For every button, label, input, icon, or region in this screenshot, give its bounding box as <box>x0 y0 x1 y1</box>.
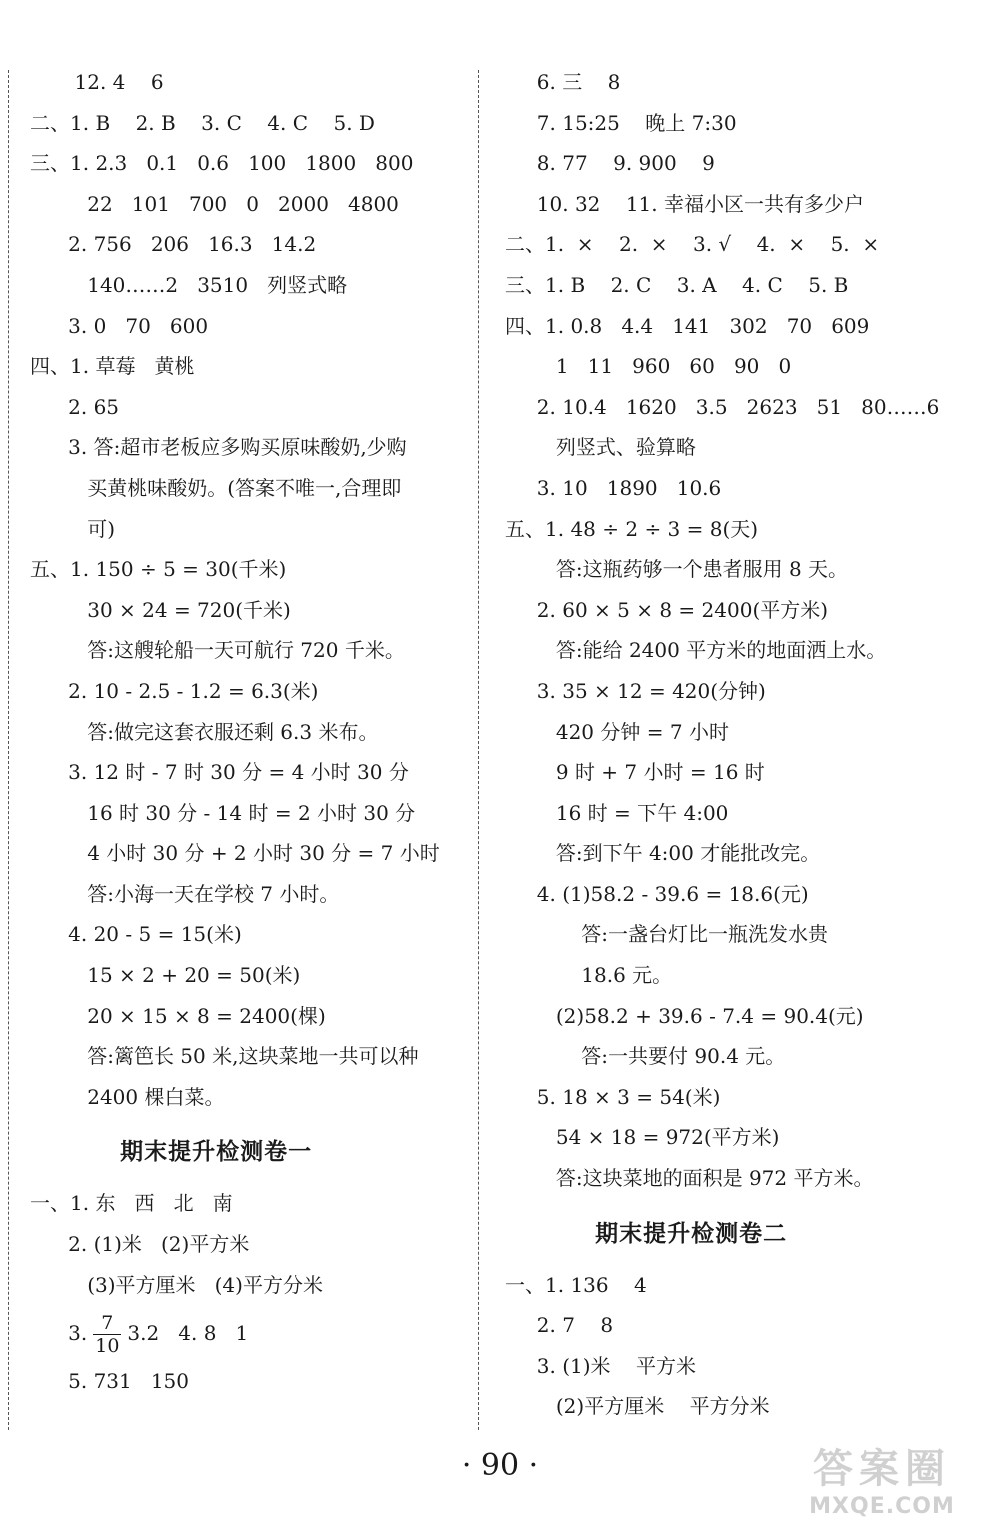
answer-line: 三、1. 2.3 0.1 0.6 100 1800 800 <box>30 151 414 176</box>
answer-line: 五、1. 150 ÷ 5 = 30(千米) <box>30 557 287 582</box>
watermark-logo <box>782 1445 982 1531</box>
page-number: · 90 · <box>461 1448 539 1483</box>
answer-line: 140……2 3510 列竖式略 <box>30 272 348 297</box>
answer-line: 10. 32 11. 幸福小区一共有多少户 <box>505 191 864 216</box>
answer-line: 答:到下午 4:00 才能批改完。 <box>505 841 821 866</box>
answer-line: 2. 60 × 5 × 8 = 2400(平方米) <box>505 597 829 622</box>
answer-line: 16 时 30 分 - 14 时 = 2 小时 30 分 <box>30 800 416 825</box>
watermark-text-bottom: MXQE.COM <box>809 1494 955 1519</box>
answer-line: 16 时 = 下午 4:00 <box>505 800 729 825</box>
answer-line: 2. 7 8 <box>505 1313 614 1338</box>
answer-line-last: 5. 731 150 <box>30 1369 190 1394</box>
answer-line: 6. 三 8 <box>505 70 621 94</box>
answer-line: 22 101 700 0 2000 4800 <box>30 191 399 216</box>
section-title: 期末提升检测卷二 <box>505 1220 788 1247</box>
section-title: 期末提升检测卷一 <box>30 1139 313 1166</box>
answer-line: 答:能给 2400 平方米的地面洒上水。 <box>505 638 887 663</box>
left-margin-divider <box>8 70 9 1430</box>
answer-line: 3. (1)米 平方米 <box>505 1353 696 1378</box>
right-column-lines <box>505 62 955 1427</box>
answer-line: 1 11 960 60 90 0 <box>505 354 792 379</box>
answer-line: 2. (1)米 (2)平方米 <box>30 1232 250 1257</box>
answer-line: 二、1. B 2. B 3. C 4. C 5. D <box>30 110 375 135</box>
watermark-text-top: 答案圈 <box>813 1446 951 1492</box>
fraction-answer-line <box>30 1305 460 1361</box>
answer-line: 4 小时 30 分 + 2 小时 30 分 = 7 小时 <box>30 841 440 866</box>
answer-line: 3. 10 1890 10.6 <box>505 475 722 500</box>
answer-line: (2)平方厘米 平方分米 <box>505 1394 770 1419</box>
answer-line: 列竖式、验算略 <box>505 435 696 460</box>
answer-line: 答:这块菜地的面积是 972 平方米。 <box>505 1166 874 1191</box>
answer-line: 答:做完这套衣服还剩 6.3 米布。 <box>30 719 379 744</box>
answer-line: 20 × 15 × 8 = 2400(棵) <box>30 1003 326 1028</box>
answer-line: 答:小海一天在学校 7 小时。 <box>30 881 340 906</box>
answer-line: 15 × 2 + 20 = 50(米) <box>30 963 301 988</box>
left-column-lines <box>30 62 460 1305</box>
answer-line: 18.6 元。 <box>505 963 673 988</box>
answer-line: 答:这艘轮船一天可航行 720 千米。 <box>30 638 405 663</box>
left-column <box>30 62 460 1402</box>
answer-line: 2. 65 <box>30 394 120 419</box>
answer-line: 12. 4 6 <box>30 70 164 94</box>
answer-line: 答:这瓶药够一个患者服用 8 天。 <box>505 557 849 582</box>
answer-line: 7. 15:25 晚上 7:30 <box>505 110 737 135</box>
answer-line: 五、1. 48 ÷ 2 ÷ 3 = 8(天) <box>505 516 759 541</box>
fraction-numerator: 7 <box>93 1312 121 1335</box>
answer-line: 54 × 18 = 972(平方米) <box>505 1125 780 1150</box>
answer-line: 四、1. 0.8 4.4 141 302 70 609 <box>505 313 870 338</box>
answer-line: 5. 18 × 3 = 54(米) <box>505 1084 721 1109</box>
answer-line: 2. 756 206 16.3 14.2 <box>30 232 317 257</box>
fraction <box>93 1312 121 1357</box>
answer-line: 一、1. 东 西 北 南 <box>30 1191 233 1216</box>
fraction-denominator: 10 <box>95 1335 120 1358</box>
answer-line: 答:一共要付 90.4 元。 <box>505 1044 786 1069</box>
answer-line: (3)平方厘米 (4)平方分米 <box>30 1272 323 1297</box>
answer-line: 3. 0 70 600 <box>30 313 209 338</box>
answer-line: 8. 77 9. 900 9 <box>505 151 715 176</box>
answer-line: 二、1. × 2. × 3. √ 4. × 5. × <box>505 232 880 257</box>
answer-line: 3. 35 × 12 = 420(分钟) <box>505 678 766 703</box>
answer-line: 三、1. B 2. C 3. A 4. C 5. B <box>505 272 849 297</box>
answer-line: 3. 12 时 - 7 时 30 分 = 4 小时 30 分 <box>30 760 409 785</box>
answer-line: 答:一盏台灯比一瓶洗发水贵 <box>505 922 829 947</box>
answer-line: 一、1. 136 4 <box>505 1272 647 1297</box>
answer-line: 9 时 + 7 小时 = 16 时 <box>505 760 765 785</box>
answer-line: 2. 10 - 2.5 - 1.2 = 6.3(米) <box>30 678 319 703</box>
answer-line: 可) <box>30 516 116 541</box>
answer-line: 4. 20 - 5 = 15(米) <box>30 922 242 947</box>
answer-line: 买黄桃味酸奶。(答案不唯一,合理即 <box>30 475 402 500</box>
column-divider <box>478 70 479 1430</box>
answer-line: 3. 答:超市老板应多购买原味酸奶,少购 <box>30 435 407 460</box>
answer-line: 2400 棵白菜。 <box>30 1084 225 1109</box>
answer-line: (2)58.2 + 39.6 - 7.4 = 90.4(元) <box>505 1003 864 1028</box>
answer-line: 4. (1)58.2 - 39.6 = 18.6(元) <box>505 881 809 906</box>
answer-line: 答:篱笆长 50 米,这块菜地一共可以种 <box>30 1044 419 1069</box>
answer-line: 四、1. 草莓 黄桃 <box>30 354 195 379</box>
right-column <box>505 62 955 1427</box>
fraction-line-prefix: 3. <box>30 1321 88 1346</box>
answer-line: 2. 10.4 1620 3.5 2623 51 80……6 <box>505 394 940 419</box>
answer-line: 420 分钟 = 7 小时 <box>505 719 729 744</box>
fraction-line-suffix: 3.2 4. 8 1 <box>127 1321 249 1346</box>
answer-line: 30 × 24 = 720(千米) <box>30 597 291 622</box>
